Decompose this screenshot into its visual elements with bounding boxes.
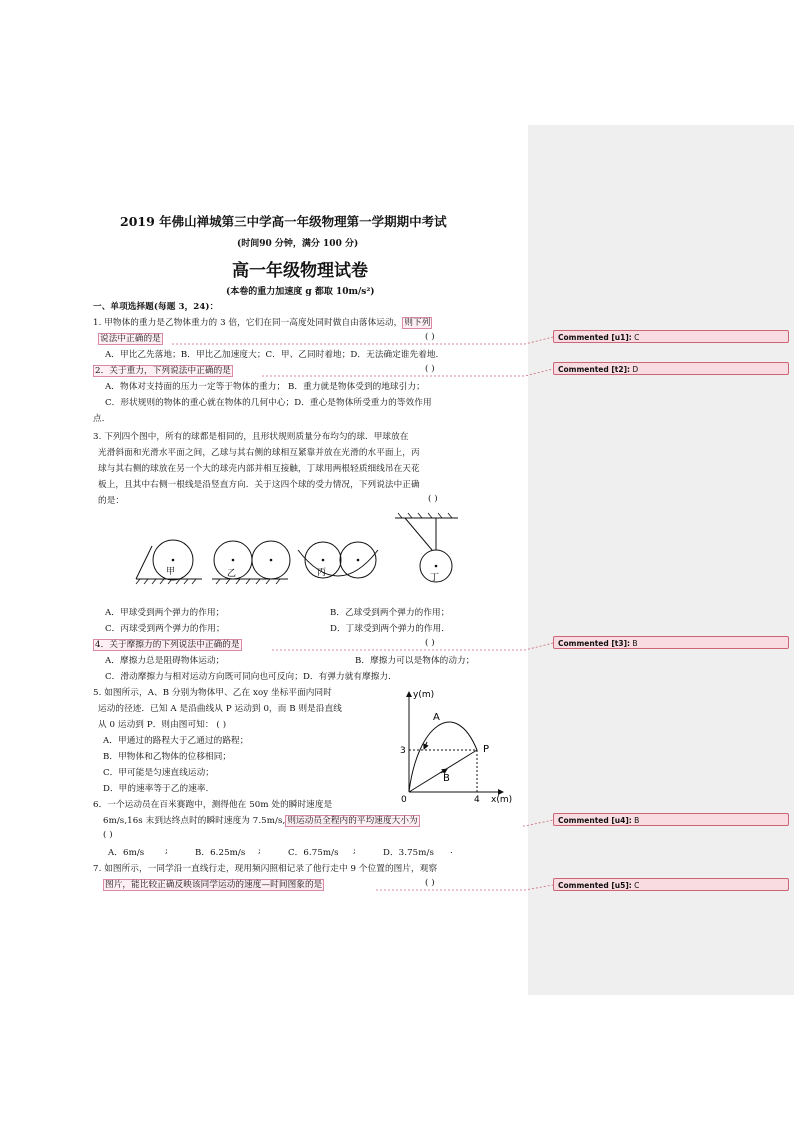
q3-line5: 的是： <box>98 496 125 506</box>
line-B-label: B <box>443 773 450 784</box>
q6-sep1: ; <box>165 846 168 856</box>
q4-stem <box>93 638 242 650</box>
q7-line1: 7. 如图所示，一同学沿一直线行走，现用频闪照相记录了他行走中 9 个位置的图片，观察 <box>93 864 438 874</box>
q3-line3: 球与其右侧的球放在另一个大的球壳内部并相互接触，丁球用两根轻质细线吊在天花 <box>98 464 420 474</box>
q3-paren: ( ) <box>428 494 438 504</box>
label-bing: 丙 <box>317 568 327 578</box>
q1-highlight-b[interactable]: 说法中正确的是 <box>100 334 161 344</box>
q5-optC: C．甲可能是匀速直线运动； <box>103 768 215 778</box>
q7-paren: ( ) <box>425 878 435 888</box>
q6-optA: A．6m/s <box>108 848 145 858</box>
comment-balloon[interactable]: Commented [u1]: C <box>553 330 789 343</box>
q6-optD: D．3.75m/s <box>383 848 434 858</box>
q3-line4: 板上，且其中右侧一根线是沿竖直方向．关于这四个球的受力情况，下列说法中正确 <box>98 480 420 490</box>
q5-line3: 从 0 运动到 P．则由图可知： ( ) <box>98 720 227 730</box>
comments-pane <box>528 125 794 995</box>
q3-optD: D．丁球受到两个弹力的作用． <box>330 624 451 634</box>
q1-paren: ( ) <box>425 332 435 342</box>
time-note: (时间90 分钟，满分 100 分) <box>237 239 359 249</box>
q5-line2: 运动的径迹．已知 A 是沿曲线从 P 运动到 0，而 B 则是沿直线 <box>98 704 342 714</box>
comment-balloon[interactable]: Commented [t3]: B <box>553 636 789 649</box>
q6-end: . <box>450 846 453 856</box>
point-P-label: P <box>483 744 490 755</box>
q1-line2 <box>98 332 163 344</box>
q2-opt1: A．物体对支持面的压力一定等于物体的重力； B．重力就是物体受到的地球引力； <box>105 382 425 392</box>
section-heading: 一、单项选择题(每题 3，24)： <box>93 302 219 312</box>
q6-highlight[interactable]: 则运动员全程内的平均速度大小为 <box>287 816 418 826</box>
origin-label: 0 <box>401 795 407 805</box>
q3-figure <box>130 512 480 592</box>
q1-line1: 1. 甲物体的重力是乙物体重力的 3 倍，它们在同一高度处同时做自由落体运动， 则下列 <box>93 318 431 328</box>
x-axis-label: x(m) <box>491 795 513 805</box>
q6-optC: C．6.75m/s <box>288 848 339 858</box>
comment-balloon[interactable]: Commented [u5]: C <box>553 878 789 891</box>
y-axis-label: y(m) <box>413 690 435 700</box>
q4-optB: B．摩擦力可以是物体的动力； <box>355 656 475 666</box>
q6-optB: B．6.25m/s <box>195 848 246 858</box>
label-yi: 乙 <box>227 569 237 579</box>
q6-line2: 6m/s,16s 末到达终点时的瞬时速度为 7.5m/s, 则运动员全程内的平均速度大小为 <box>103 816 418 826</box>
q6-sep2: ; <box>258 846 261 856</box>
q6-paren: ( ) <box>103 830 113 840</box>
q4-optA: A．摩擦力总是阻碍物体运动； <box>105 656 225 666</box>
label-jia: 甲 <box>166 567 176 577</box>
string-left <box>405 518 432 550</box>
q3-line1: 3. 下列四个图中，所有的球都是相同的，且形状规则质量分布均匀的球．甲球放在 <box>93 432 409 442</box>
q3-optC: C．丙球受到两个弹力的作用； <box>105 624 225 634</box>
q2-highlight[interactable]: 2．关于重力，下列说法中正确的是 <box>95 366 231 376</box>
main-title: 高一年级物理试卷 <box>232 261 368 281</box>
q1-highlight-a[interactable]: 则下列 <box>404 318 431 328</box>
q2-stem <box>93 364 233 376</box>
q4-optCD: C．滑动摩擦力与相对运动方向既可同向也可反向；D．有弹力就有摩擦力． <box>105 672 397 682</box>
incline-line <box>136 546 152 579</box>
q3-line2: 光滑斜面和光滑水平面之间，乙球与其右侧的球相互紧靠并放在光滑的水平面上，丙 <box>98 448 420 458</box>
exam-title: 2019 年佛山禅城第三中学高一年级物理第一学期期中考试 <box>120 214 447 229</box>
q3-optB: B．乙球受到两个弹力的作用； <box>330 608 450 618</box>
q7-line2 <box>103 878 324 890</box>
q5-graph <box>395 686 520 806</box>
q2-opt2: C．形状规则的物体的重心就在物体的几何中心；D．重心是物体所受重力的等效作用 <box>105 398 432 408</box>
label-ding: 丁 <box>430 573 440 583</box>
q2-opt3: 点． <box>93 414 111 424</box>
x-tick-label: 4 <box>474 795 480 805</box>
comment-balloon[interactable]: Commented [t2]: D <box>553 362 789 375</box>
y-tick-label: 3 <box>400 746 406 756</box>
curve-A-label: A <box>433 712 440 723</box>
q5-optD: D．甲的速率等于乙的速率． <box>103 784 215 794</box>
q1-options: A．甲比乙先落地；B．甲比乙加速度大；C．甲、乙同时着地；D．无法确定谁先着地． <box>105 350 445 360</box>
q5-line1: 5. 如图所示，A、B 分别为物体甲、乙在 xoy 坐标平面内同时 <box>93 688 332 698</box>
q7-highlight[interactable]: 图片，能比较正确反映该同学运动的速度—时间图象的是 <box>105 880 323 890</box>
q5-optB: B．甲物体和乙物体的位移相同； <box>103 752 232 762</box>
q3-optA: A．甲球受到两个弹力的作用； <box>105 608 225 618</box>
q2-paren: ( ) <box>425 364 435 374</box>
q5-optA: A．甲通过的路程大于乙通过的路程； <box>103 736 249 746</box>
q4-paren: ( ) <box>425 638 435 648</box>
arrow-A <box>424 742 427 749</box>
q6-line1: 6．一个运动员在百米赛跑中，测得他在 50m 处的瞬时速度是 <box>93 800 333 810</box>
path-B <box>409 750 477 792</box>
q6-sep3: ; <box>353 846 356 856</box>
q4-highlight[interactable]: 4．关于摩擦力的下列说法中正确的是 <box>95 640 240 650</box>
gravity-note: (本卷的重力加速度 g 都取 10m/s²) <box>226 287 375 297</box>
comment-balloon[interactable]: Commented [u4]: B <box>553 813 789 826</box>
